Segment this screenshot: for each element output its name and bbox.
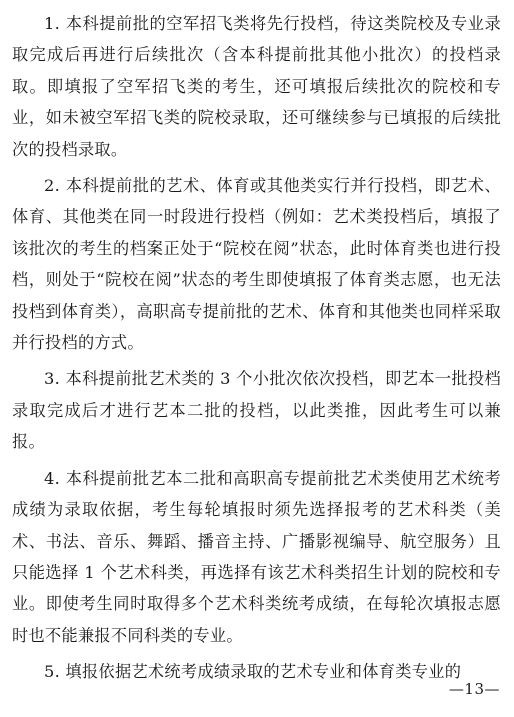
paragraph-2: 2. 本科提前批的艺术、体育或其他类实行并行投档，即艺术、体育、其他类在同一时段进行投档（例如：艺术类投档后，填报了该批次的考生的档案正处于“院校在阅”状态，此时体育类也进行投档，则处于“院校在阅”状态的考生即使填报了体育类志愿，也无法投档到体育类），高职高专提前批的艺术、体育和其他类也同样采取并行投档的方式。 [12,176,501,353]
document-page [12,8,501,693]
page-number: —13— [448,680,500,698]
paragraph-4: 4. 本科提前批艺本二批和高职高专提前批艺术类使用艺术统考成绩为录取依据，考生每轮填报时须先选择报考的艺术科类（美术、书法、音乐、舞蹈、播音主持、广播影视编导、航空服务）且只能选择 1 个艺术科类，再选择有该艺术科类招生计划的院校和专业。即使考生同时取得多个艺术科类统考成绩，在每轮次填报志愿时也不能兼报不同科类的专业。 [12,468,501,645]
paragraph-5: 5. 填报依据艺术统考成绩录取的艺术专业和体育类专业的 [44,662,462,682]
paragraph-1: 1. 本科提前批的空军招飞类将先行投档，待这类院校及专业录取完成后再进行后续批次（含本科提前批其他小批次）的投档录取。即填报了空军招飞类的考生，还可填报后续批次的院校和专业，如未被空军招飞类的院校录取，还可继续参与已填报的后续批次的投档录取。 [12,14,501,159]
paragraph-3: 3. 本科提前批艺术类的 3 个小批次依次投档，即艺本一批投档录取完成后才进行艺本二批的投档，以此类推，因此考生可以兼报。 [12,369,501,452]
